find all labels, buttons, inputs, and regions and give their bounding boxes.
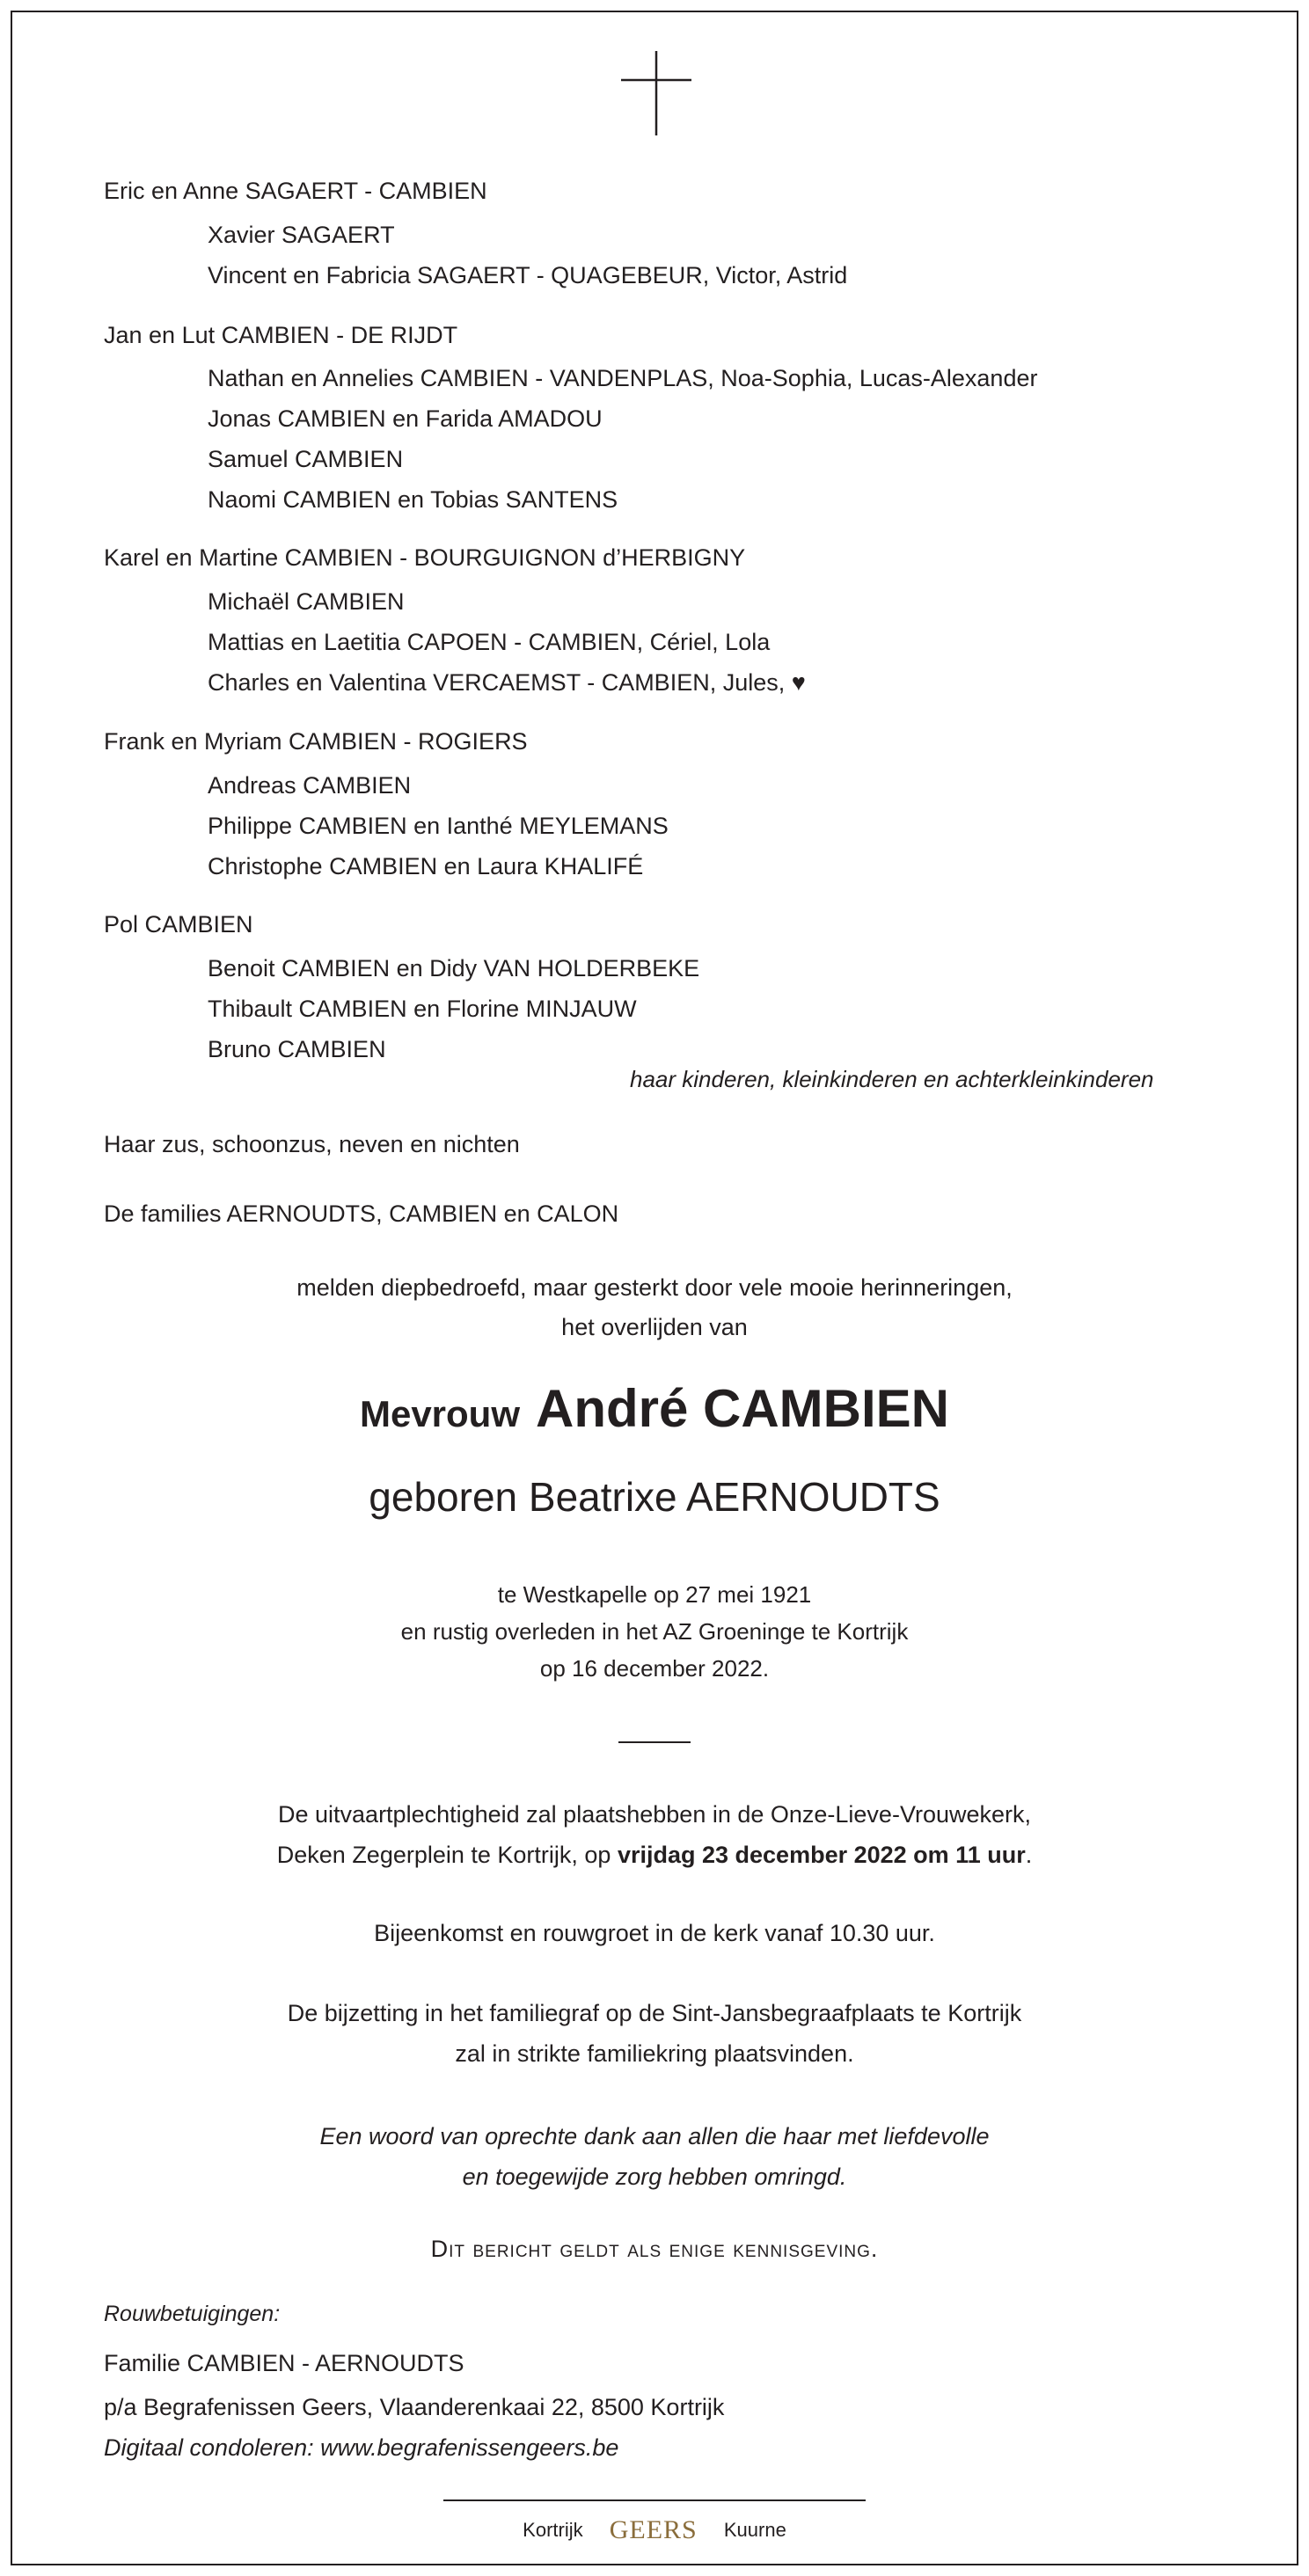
family-head-4: Frank en Myriam CAMBIEN - ROGIERS (104, 728, 528, 755)
footer-right: Kuurne (723, 2519, 786, 2542)
footer-divider (443, 2499, 866, 2501)
family-head-3: Karel en Martine CAMBIEN - BOURGUIGNON d’HERBIGNY (104, 544, 746, 571)
funeral-line-2-suffix: . (1025, 1842, 1033, 1868)
siblings-line: Haar zus, schoonzus, neven en nichten (104, 1131, 520, 1157)
families-line: De families AERNOUDTS, CAMBIEN en CALON (104, 1200, 619, 1227)
birth-line: te Westkapelle op 27 mei 1921 (497, 1581, 812, 1608)
family-member: Benoit CAMBIEN en Didy VAN HOLDERBEKE (208, 955, 700, 982)
family-head-2: Jan en Lut CAMBIEN - DE RIJDT (104, 322, 458, 348)
family-head-5: Pol CAMBIEN (104, 911, 253, 938)
announcement-line-2: het overlijden van (561, 1314, 748, 1340)
funeral-line-1: De uitvaartplechtigheid zal plaatshebben in de Onze-Lieve-Vrouwekerk, (278, 1801, 1031, 1828)
gathering-line: Bijeenkomst en rouwgroet in de kerk vanaf 10.30 uur. (374, 1920, 935, 1946)
deceased-name: André CAMBIEN (536, 1379, 950, 1438)
deceased-title: Mevrouw (359, 1393, 520, 1434)
family-member: Mattias en Laetitia CAPOEN - CAMBIEN, Cériel, Lola (208, 629, 771, 655)
family-member: Naomi CAMBIEN en Tobias SANTENS (208, 486, 618, 513)
deceased-name-line (0, 1374, 1309, 1449)
family-member: Andreas CAMBIEN (208, 772, 412, 799)
funeral-line-2 (0, 1840, 1309, 1870)
notice-line: Dit bericht geldt als enige kennisgeving. (430, 2236, 879, 2262)
funeral-date-time: vrijdag 23 december 2022 om 11 uur (617, 1842, 1026, 1868)
family-member: Bruno CAMBIEN (208, 1036, 386, 1062)
family-member: Charles en Valentina VERCAEMST - CAMBIEN, Jules, ♥ (208, 669, 806, 696)
geers-logo: GEERS (609, 2515, 698, 2545)
separator-line (618, 1741, 691, 1743)
condolences-online: Digitaal condoleren: www.begrafenissengeers.be (104, 2434, 619, 2461)
condolences-label: Rouwbetuigingen: (104, 2302, 281, 2326)
death-place-line: en rustig overleden in het AZ Groeninge te Kortrijk (400, 1618, 909, 1645)
thanks-line-2: en toegewijde zorg hebben omringd. (462, 2164, 847, 2190)
family-head-1: Eric en Anne SAGAERT - CAMBIEN (104, 178, 487, 204)
family-member: Samuel CAMBIEN (208, 446, 404, 472)
family-member: Philippe CAMBIEN en Ianthé MEYLEMANS (208, 813, 669, 839)
descendants-caption: haar kinderen, kleinkinderen en achterkleinkinderen (630, 1066, 1154, 1092)
footer-left: Kortrijk (523, 2519, 583, 2542)
family-member: Christophe CAMBIEN en Laura KHALIFÉ (208, 853, 644, 879)
burial-line-2: zal in strikte familiekring plaatsvinden. (455, 2040, 854, 2067)
funeral-line-2-prefix: Deken Zegerplein te Kortrijk, op (276, 1842, 618, 1868)
born-as: geboren Beatrixe AERNOUDTS (369, 1474, 940, 1520)
family-member: Nathan en Annelies CAMBIEN - VANDENPLAS, Noa-Sophia, Lucas-Alexander (208, 365, 1038, 391)
family-member: Thibault CAMBIEN en Florine MINJAUW (208, 996, 637, 1022)
announcement-line-1: melden diepbedroefd, maar gesterkt door vele mooie herinneringen, (296, 1274, 1013, 1301)
family-member: Michaël CAMBIEN (208, 588, 405, 615)
burial-line-1: De bijzetting in het familiegraf op de Sint-Jansbegraafplaats te Kortrijk (287, 2000, 1022, 2026)
death-date-line: op 16 december 2022. (539, 1655, 770, 1682)
family-member: Xavier SAGAERT (208, 222, 395, 248)
family-member: Jonas CAMBIEN en Farida AMADOU (208, 405, 603, 432)
cross-icon (621, 51, 691, 135)
condolences-recipient: Familie CAMBIEN - AERNOUDTS (104, 2350, 464, 2376)
thanks-line-1: Een woord van oprechte dank aan allen die haar met liefdevolle (319, 2123, 990, 2149)
condolences-address: p/a Begrafenissen Geers, Vlaanderenkaai 22, 8500 Kortrijk (104, 2394, 725, 2420)
footer (0, 2514, 1309, 2546)
family-member: Vincent en Fabricia SAGAERT - QUAGEBEUR, Victor, Astrid (208, 262, 848, 288)
